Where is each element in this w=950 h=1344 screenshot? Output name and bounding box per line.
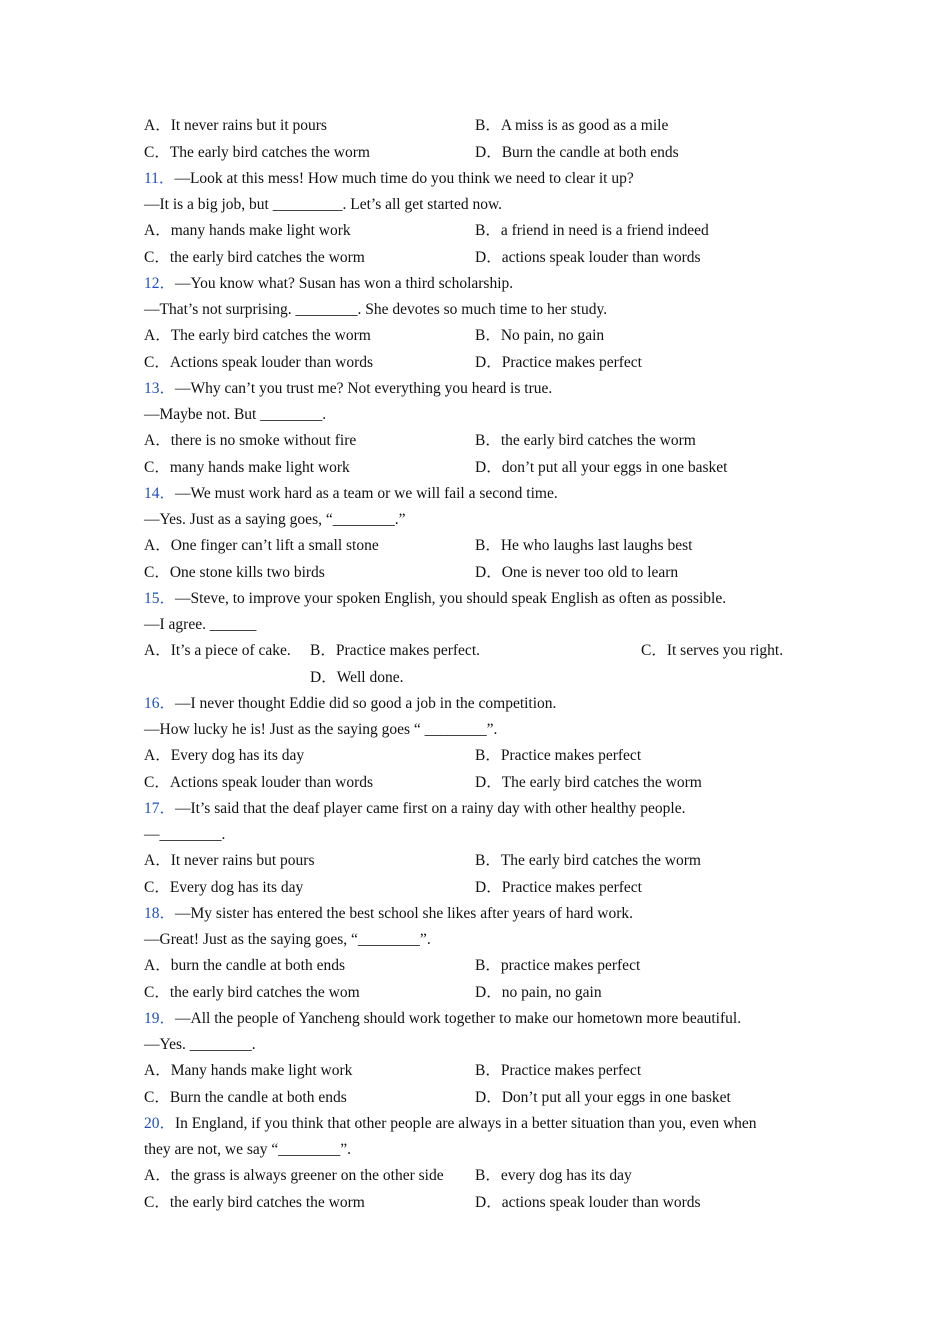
q11-stem: 11．—Look at this mess! How much time do you think we need to clear it up? [144,170,634,187]
q19-option-a: A．Many hands make light work [144,1062,353,1079]
q16-option-b: B．Practice makes perfect [475,747,642,764]
q12-option-c: C．Actions speak louder than words [144,354,374,371]
q15-option-b: B．Practice makes perfect. [310,642,480,659]
q10-option-b: B．A miss is as good as a mile [475,117,669,134]
q12-option-d: D．Practice makes perfect [475,354,642,371]
q19-option-d: D．Don’t put all your eggs in one basket [475,1089,731,1106]
q16-option-c: C．Actions speak louder than words [144,774,374,791]
q20-number: 20． [144,1115,176,1132]
q14-option-d: D．One is never too old to learn [475,564,679,581]
q14-option-b: B．He who laughs last laughs best [475,537,693,554]
q18-option-b: B．practice makes perfect [475,957,641,974]
q19-response: —Yes. ________. [144,1036,256,1053]
q18-stem: 18．—My sister has entered the best school she likes after years of hard work. [144,905,633,922]
q15-response: —I agree. ______ [144,616,257,633]
q19-option-c: C．Burn the candle at both ends [144,1089,347,1106]
q19-stem: 19．—All the people of Yancheng should work together to make our hometown more beautiful. [144,1010,742,1027]
q13-stem: 13．—Why can’t you trust me? Not everything you heard is true. [144,380,553,397]
q17-number: 17． [144,800,176,817]
q17-option-d: D．Practice makes perfect [475,879,642,896]
q11-option-d: D．actions speak louder than words [475,249,701,266]
q20-stem-continued: they are not, we say “________”. [144,1141,352,1158]
q20-option-d: D．actions speak louder than words [475,1194,701,1211]
q17-option-a: A．It never rains but pours [144,852,315,869]
q20-option-a: A．the grass is always greener on the other side [144,1167,444,1184]
q12-option-b: B．No pain, no gain [475,327,605,344]
q13-option-c: C．many hands make light work [144,459,350,476]
q16-option-d: D．The early bird catches the worm [475,774,702,791]
q12-response: —That’s not surprising. ________. She devotes so much time to her study. [144,301,608,318]
q20-option-c: C．the early bird catches the worm [144,1194,365,1211]
q15-option-d: D．Well done. [310,669,404,686]
q12-stem: 12．—You know what? Susan has won a third scholarship. [144,275,514,292]
q17-option-c: C．Every dog has its day [144,879,304,896]
q14-stem: 14．—We must work hard as a team or we will fail a second time. [144,485,558,502]
q16-stem: 16．—I never thought Eddie did so good a job in the competition. [144,695,557,712]
q13-response: —Maybe not. But ________. [144,406,327,423]
q18-number: 18． [144,905,176,922]
q13-option-a: A．there is no smoke without fire [144,432,357,449]
q11-number: 11． [144,170,175,187]
q11-option-a: A．many hands make light work [144,222,351,239]
q20-option-b: B．every dog has its day [475,1167,632,1184]
q14-option-a: A．One finger can’t lift a small stone [144,537,379,554]
q15-stem: 15．—Steve, to improve your spoken English, you should speak English as often as possible. [144,590,727,607]
q16-response: —How lucky he is! Just as the saying goes “ ________”. [144,721,498,738]
q12-option-a: A．The early bird catches the worm [144,327,371,344]
q12-number: 12． [144,275,176,292]
q17-stem: 17．—It’s said that the deaf player came first on a rainy day with other healthy people. [144,800,686,817]
q17-response: —________. [144,826,226,843]
q17-option-b: B．The early bird catches the worm [475,852,701,869]
q11-option-b: B．a friend in need is a friend indeed [475,222,709,239]
q18-response: —Great! Just as the saying goes, “________”. [144,931,431,948]
q16-option-a: A．Every dog has its day [144,747,305,764]
q10-option-c: C．The early bird catches the worm [144,144,370,161]
q14-response: —Yes. Just as a saying goes, “________.” [144,511,406,528]
q11-response: —It is a big job, but _________. Let’s all get started now. [144,196,503,213]
q16-number: 16． [144,695,176,712]
q14-number: 14． [144,485,176,502]
q18-option-c: C．the early bird catches the wom [144,984,360,1001]
q13-option-b: B．the early bird catches the worm [475,432,696,449]
q13-number: 13． [144,380,176,397]
q11-option-c: C．the early bird catches the worm [144,249,365,266]
q20-stem: 20．In England, if you think that other people are always in a better situation than you, even when [144,1115,757,1132]
q10-option-a: A．It never rains but it pours [144,117,327,134]
q18-option-a: A．burn the candle at both ends [144,957,346,974]
q13-option-d: D．don’t put all your eggs in one basket [475,459,728,476]
q19-option-b: B．Practice makes perfect [475,1062,642,1079]
q18-option-d: D．no pain, no gain [475,984,602,1001]
q15-option-c: C．It serves you right. [641,642,784,659]
q10-option-d: D．Burn the candle at both ends [475,144,679,161]
q14-option-c: C．One stone kills two birds [144,564,325,581]
q15-option-a: A．It’s a piece of cake. [144,642,291,659]
q19-number: 19． [144,1010,176,1027]
q15-number: 15． [144,590,176,607]
